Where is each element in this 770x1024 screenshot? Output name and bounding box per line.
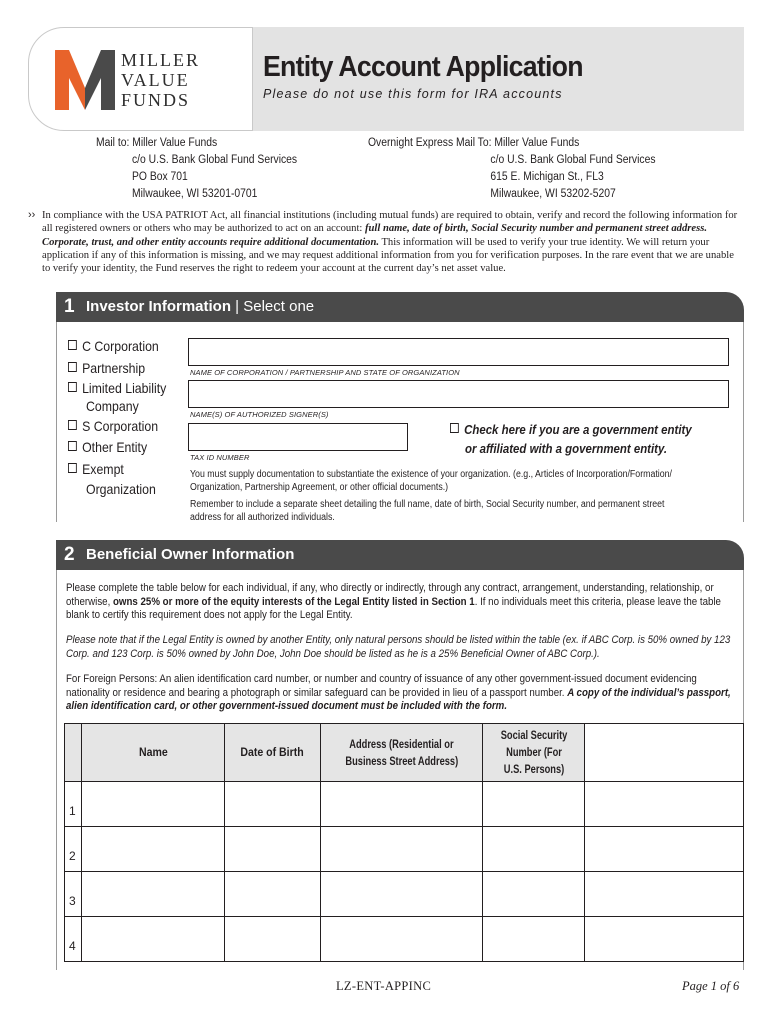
table-header-dob: Date of Birth <box>224 724 320 782</box>
option-exempt-organization[interactable] <box>68 461 124 477</box>
overnight-line-4: Milwaukee, WI 53202-5207 <box>490 188 616 200</box>
checkbox-icon[interactable] <box>68 340 77 350</box>
ssn-cell[interactable] <box>483 872 585 917</box>
section-1-number: 1 <box>64 296 75 317</box>
intro-text-bold: owns 25% or more of the equity interests of the Legal Entity listed in Section 1 <box>112 595 475 608</box>
page-subtitle: Please do not use this form for IRA accounts <box>263 87 563 101</box>
section-1-title-text: Investor Information <box>86 298 232 315</box>
option-other-entity-label: Other Entity <box>82 439 148 455</box>
ssn-cell[interactable] <box>483 917 585 962</box>
overnight-address <box>368 135 656 203</box>
table-header-address: Address (Residential or Business Street Address) <box>320 724 483 782</box>
section-2-header <box>56 540 744 570</box>
option-llc-line-2: Company <box>86 398 139 414</box>
row-number: 1 <box>65 782 82 827</box>
option-partnership-label: Partnership <box>82 360 146 376</box>
table-header-name: Name <box>81 724 224 782</box>
patriot-text-a: In compliance with the USA PATRIOT Act, all financial institutions (including mutual funds) are required to obtain, verify and record the following information for all registered owners or others who may be authorized to act on an account: <box>42 210 738 235</box>
extra-cell[interactable] <box>585 782 744 827</box>
checkbox-icon[interactable] <box>68 463 77 473</box>
name-cell[interactable] <box>81 827 224 872</box>
logo-line-2: VALUE <box>121 70 190 90</box>
government-line-2: or affiliated with a government entity. <box>464 441 668 456</box>
row-number: 3 <box>65 872 82 917</box>
ssn-cell[interactable] <box>483 782 585 827</box>
section-1-separator: | <box>231 298 244 315</box>
section-1-header <box>56 292 744 322</box>
dob-cell[interactable] <box>224 827 320 872</box>
page-title: Entity Account Application <box>263 51 583 83</box>
name-cell[interactable] <box>81 917 224 962</box>
corporation-name-label: NAME OF CORPORATION / PARTNERSHIP AND STATE OF ORGANIZATION <box>190 368 460 377</box>
table-header-row <box>65 724 744 782</box>
checkbox-icon[interactable] <box>68 441 77 451</box>
checkbox-icon[interactable] <box>68 362 77 372</box>
corporation-name-field[interactable] <box>188 338 729 366</box>
table-header-number <box>65 724 82 782</box>
checkbox-icon[interactable] <box>68 382 77 392</box>
option-exempt-line-2: Organization <box>86 481 156 497</box>
table-row <box>65 872 744 917</box>
dob-cell[interactable] <box>224 782 320 827</box>
table-header-blank <box>585 724 744 782</box>
government-entity-checkbox[interactable] <box>450 420 692 458</box>
authorized-signers-field[interactable] <box>188 380 729 408</box>
table-header-ssn: Social Security Number (For U.S. Persons) <box>483 724 585 782</box>
mail-to-address <box>96 135 297 203</box>
intro-text-b: . If no individuals meet this criteria, please leave the table blank to certify this requirement does not apply for the Legal Entity. <box>66 595 721 621</box>
intro-text-a: Please complete the table below for each individual, if any, who directly or indirectly, through any contract, arrangement, understanding, relationship, or otherwise, <box>66 582 714 608</box>
address-cell[interactable] <box>320 917 483 962</box>
authorized-individuals-note: Remember to include a separate sheet detailing the full name, date of birth, Social Security number, and permanent street address for all authorized individuals. <box>190 499 665 523</box>
government-line-1: Check here if you are a government entity <box>464 422 692 437</box>
option-exempt-label: Exempt <box>82 461 124 477</box>
checkbox-icon[interactable] <box>450 423 459 433</box>
miller-value-logo-icon <box>53 48 117 112</box>
beneficial-owner-intro <box>66 582 733 623</box>
double-chevron-icon: ›› <box>28 209 36 221</box>
option-s-corporation[interactable] <box>68 418 158 434</box>
foreign-text-a: For Foreign Persons: An alien identification card number, or number and country of issuance of any other government-issued document evidencing nationality or residence and bearing a photograph or similar safeguard can be provided in lieu of a passport number. <box>66 673 697 699</box>
row-number: 2 <box>65 827 82 872</box>
authorized-signers-label: NAME(S) OF AUTHORIZED SIGNER(S) <box>190 410 329 419</box>
legal-entity-note: Please note that if the Legal Entity is owned by another Entity, only natural persons should be listed within the table (ex. if ABC Corp. is 50% owned by 123 Corp. and 123 Corp. is 50% owned by John Doe, John Doe should be listed as he is a 25% Beneficial Owner of ABC Corp.). <box>66 634 731 660</box>
option-partnership[interactable] <box>68 360 145 376</box>
foreign-persons-note <box>66 673 733 714</box>
row-number: 4 <box>65 917 82 962</box>
extra-cell[interactable] <box>585 872 744 917</box>
patriot-text-b: This information will be used to verify your true identity. We will return your application if any of this information is missing, and we may request additional information from you for verification purposes. In the rare event that we are unable to verify your identity, the Fund reserves the right to redeem your account at the current day’s net asset value. <box>42 236 734 275</box>
mail-to-line-3: PO Box 701 <box>132 171 188 183</box>
checkbox-icon[interactable] <box>68 420 77 430</box>
option-c-corporation[interactable] <box>68 338 159 354</box>
table-row <box>65 827 744 872</box>
section-2-number: 2 <box>64 544 75 565</box>
logo-box <box>28 27 253 131</box>
section-1-title <box>86 298 314 315</box>
patriot-text-bold: full name, date of birth, Social Security number and permanent street address. Corporate, trust, and other entity accounts require additional documentation. <box>42 223 707 248</box>
option-llc-label: Limited Liability <box>82 380 167 396</box>
overnight-line-2: c/o U.S. Bank Global Fund Services <box>490 154 656 166</box>
option-other-entity[interactable] <box>68 439 147 455</box>
extra-cell[interactable] <box>585 917 744 962</box>
option-llc[interactable] <box>68 380 166 396</box>
name-cell[interactable] <box>81 782 224 827</box>
mail-to-line-1: Mail to: Miller Value Funds <box>96 137 218 149</box>
address-cell[interactable] <box>320 872 483 917</box>
overnight-line-1: Overnight Express Mail To: Miller Value Funds <box>368 137 580 149</box>
title-band <box>253 27 744 131</box>
patriot-act-notice <box>28 209 744 275</box>
form-code: LZ-ENT-APPINC <box>336 979 432 993</box>
patriot-act-text <box>42 209 744 275</box>
tax-id-field[interactable] <box>188 423 408 451</box>
extra-cell[interactable] <box>585 827 744 872</box>
section-2-title: Beneficial Owner Information <box>86 546 295 563</box>
documentation-note: You must supply documentation to substantiate the existence of your organization. (e.g., Articles of Incorporation/Formation/ Organization, Partnership Agreement, or other official documents.) <box>190 469 672 493</box>
option-s-corporation-label: S Corporation <box>82 418 159 434</box>
mail-to-line-4: Milwaukee, WI 53201-0701 <box>132 188 258 200</box>
dob-cell[interactable] <box>224 872 320 917</box>
section-1-select: Select one <box>243 298 315 315</box>
beneficial-owner-table <box>64 723 744 962</box>
mail-to-line-2: c/o U.S. Bank Global Fund Services <box>132 154 298 166</box>
ssn-cell[interactable] <box>483 827 585 872</box>
overnight-line-3: 615 E. Michigan St., FL3 <box>490 171 604 183</box>
dob-cell[interactable] <box>224 917 320 962</box>
logo-wordmark <box>121 50 200 110</box>
foreign-text-bold: A copy of the individual’s passport, alien identification card, or other government-issued document must be included with the form. <box>66 686 731 712</box>
page-number: Page 1 of 6 <box>682 979 740 993</box>
name-cell[interactable] <box>81 872 224 917</box>
option-c-corporation-label: C Corporation <box>82 338 159 354</box>
table-row <box>65 782 744 827</box>
logo-line-1: MILLER <box>121 50 200 70</box>
table-row <box>65 917 744 962</box>
logo-line-3: FUNDS <box>121 90 191 110</box>
address-cell[interactable] <box>320 782 483 827</box>
tax-id-label: TAX ID NUMBER <box>190 453 250 462</box>
address-cell[interactable] <box>320 827 483 872</box>
